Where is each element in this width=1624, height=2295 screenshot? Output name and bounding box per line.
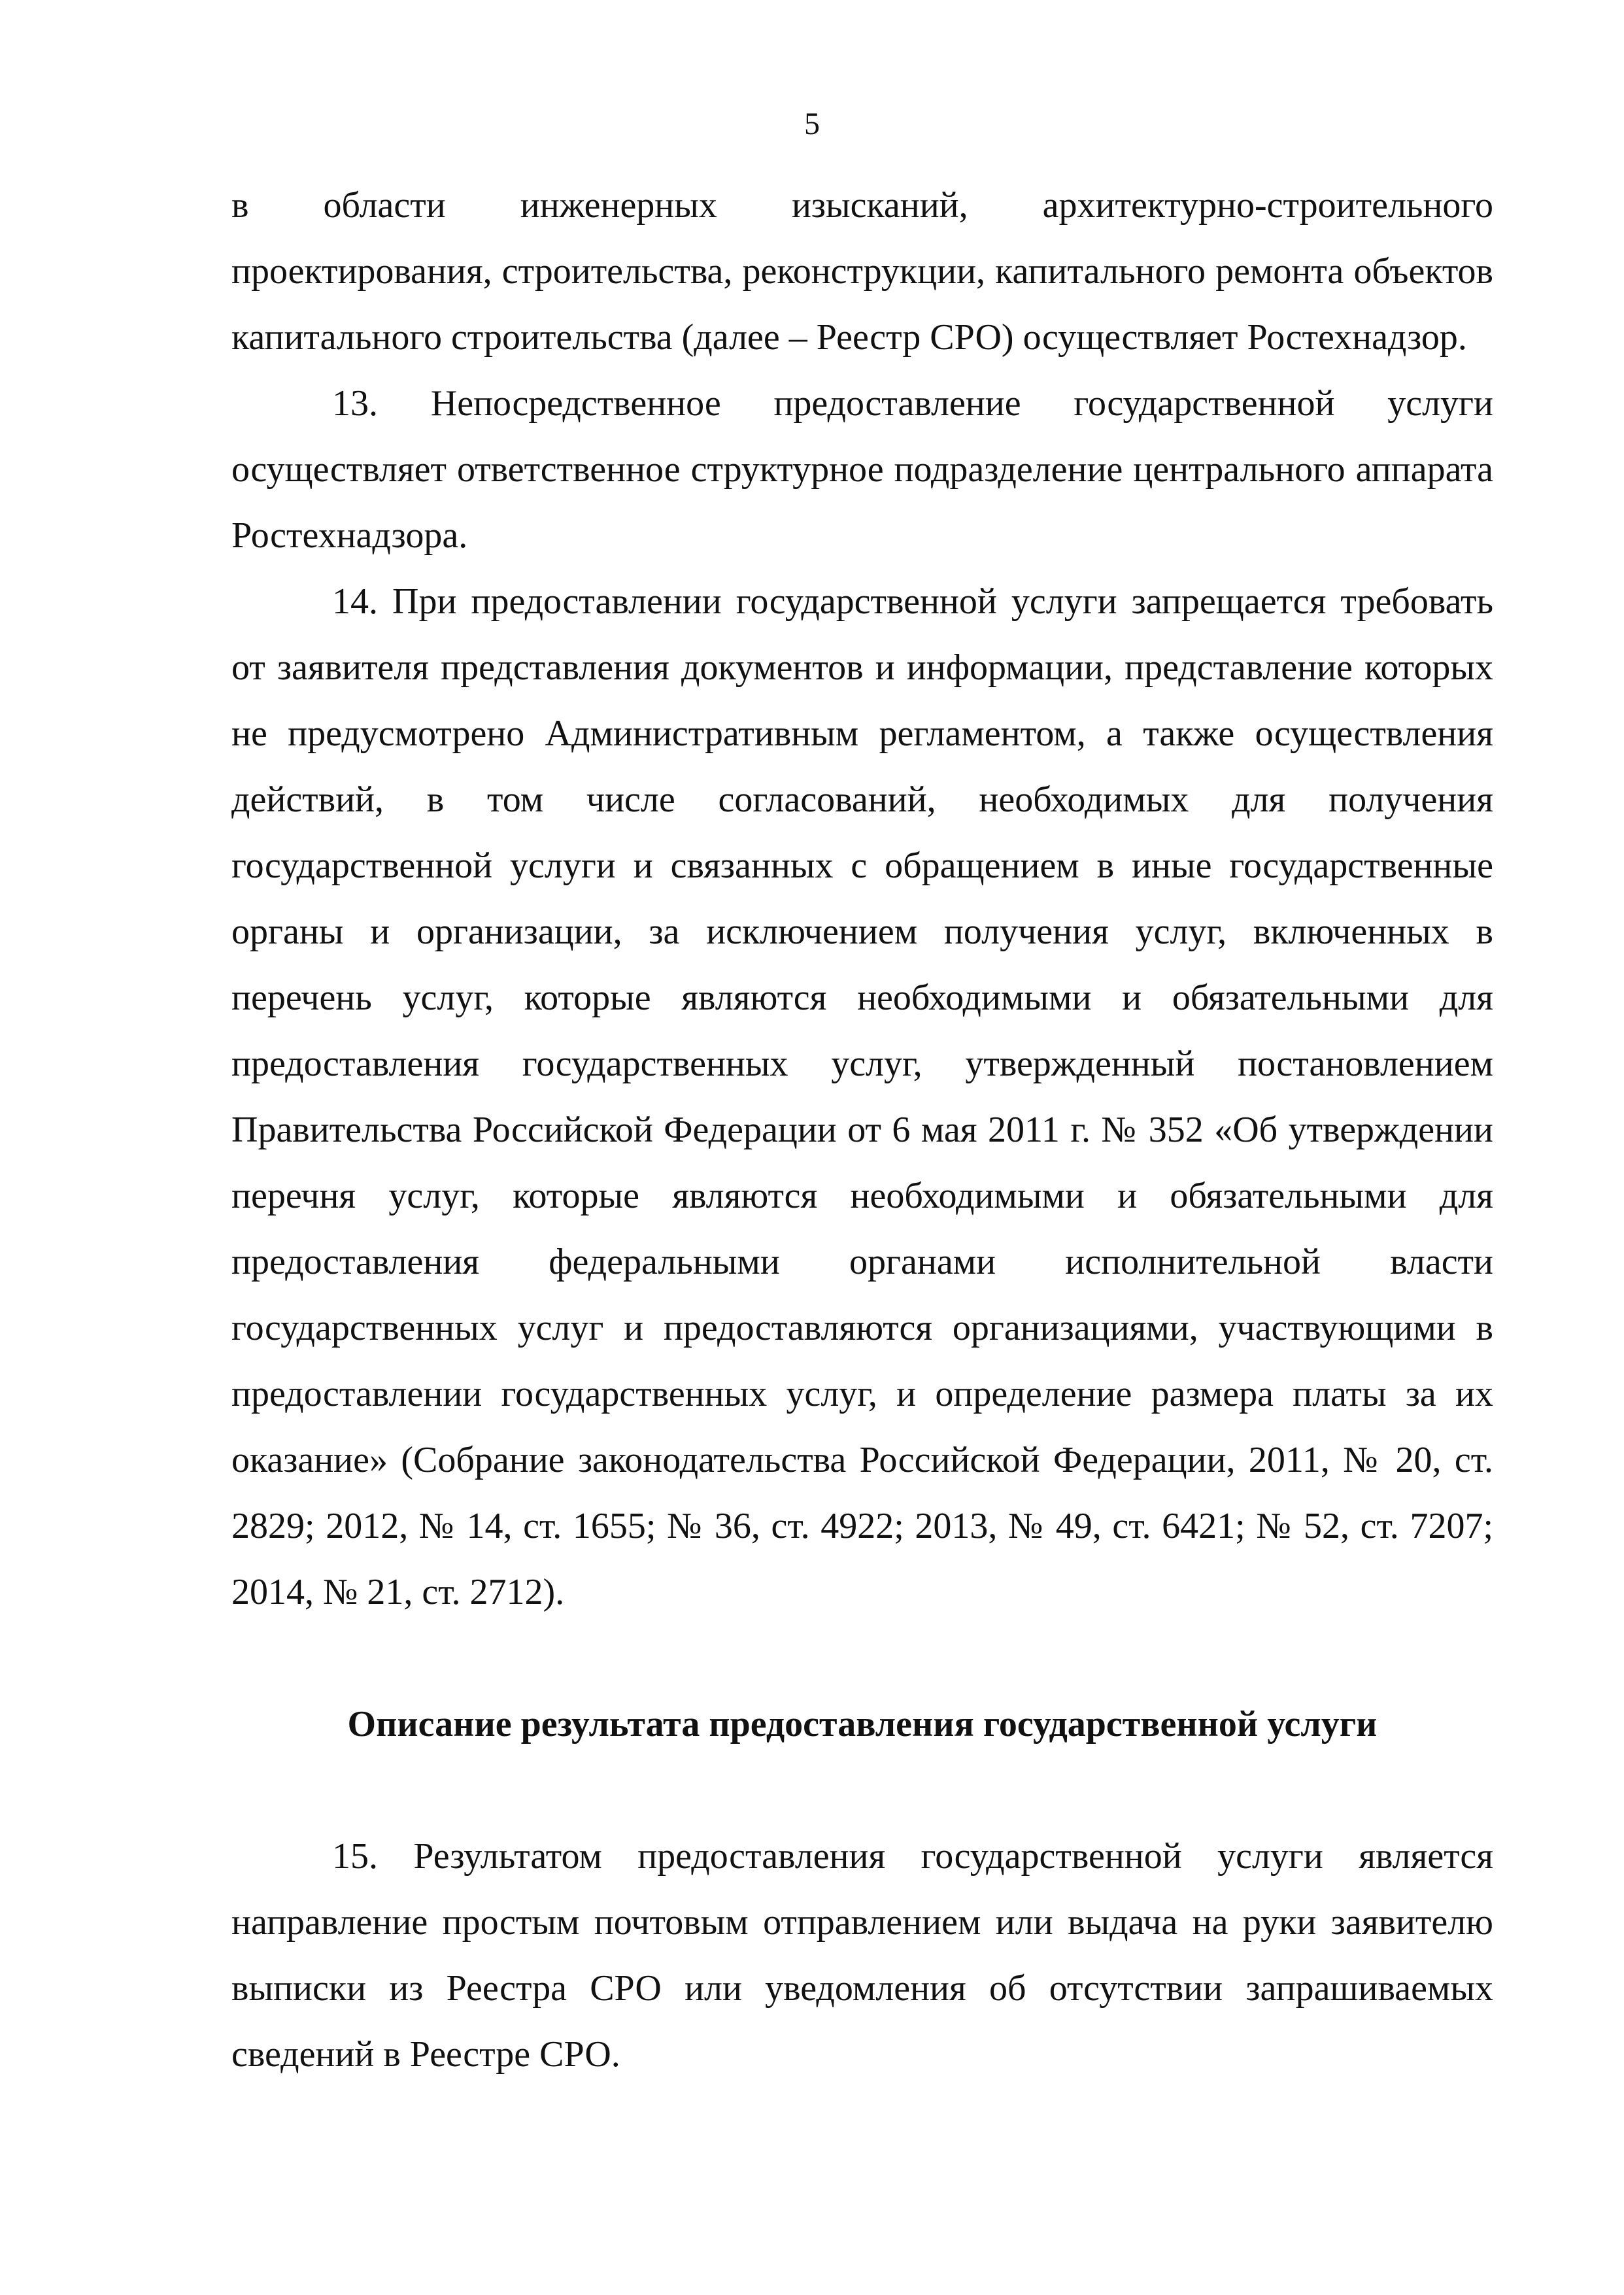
page-number: 5 bbox=[804, 107, 820, 141]
paragraph-14: 14. При предоставлении государственной услуги запрещается требовать от заявителя представления документов и информации, представление которых не предусмотрено Административным регламентом, а также осуществления действий, в том числе согласований, необходимых для получения государственной услуги и связанных с обращением в иные государственные органы и организации, за исключением получения услуг, включенных в перечень услуг, которые являются необходимыми и обязательными для предоставления государственных услуг, утвержденный постановлением Правительства Российской Федерации от 6 мая 2011 г. № 352 «Об утверждении перечня услуг, которые являются необходимыми и обязательными для предоставления федеральными органами исполнительной власти государственных услуг и предоставляются организациями, участвующими в предоставлении государственных услуг, и определение размера платы за их оказание» (Собрание законодательства Российской Федерации, 2011, № 20, ст. 2829; 2012, № 14, ст. 1655; № 36, ст. 4922; 2013, № 49, ст. 6421; № 52, ст. 7207; 2014, № 21, ст. 2712). bbox=[231, 581, 1493, 1612]
paragraph-13: 13. Непосредственное предоставление государственной услуги осуществляет ответственное структурное подразделение центрального аппарата Ростехнадзора. bbox=[231, 383, 1493, 556]
paragraph-15: 15. Результатом предоставления государственной услуги является направление простым почтовым отправлением или выдача на руки заявителю выписки из Реестра СРО или уведомления об отсутствии запрашиваемых сведений в Реестре СРО. bbox=[231, 1836, 1493, 2075]
document-body bbox=[231, 173, 1493, 2088]
section-heading-result: Описание результата предоставления государственной услуги bbox=[347, 1704, 1378, 1744]
paragraph-12-continued: в области инженерных изысканий, архитектурно-строительного проектирования, строительства, реконструкции, капитального ремонта объектов капитального строительства (далее – Реестр СРО) осуществляет Ростехнадзор. bbox=[231, 185, 1493, 358]
